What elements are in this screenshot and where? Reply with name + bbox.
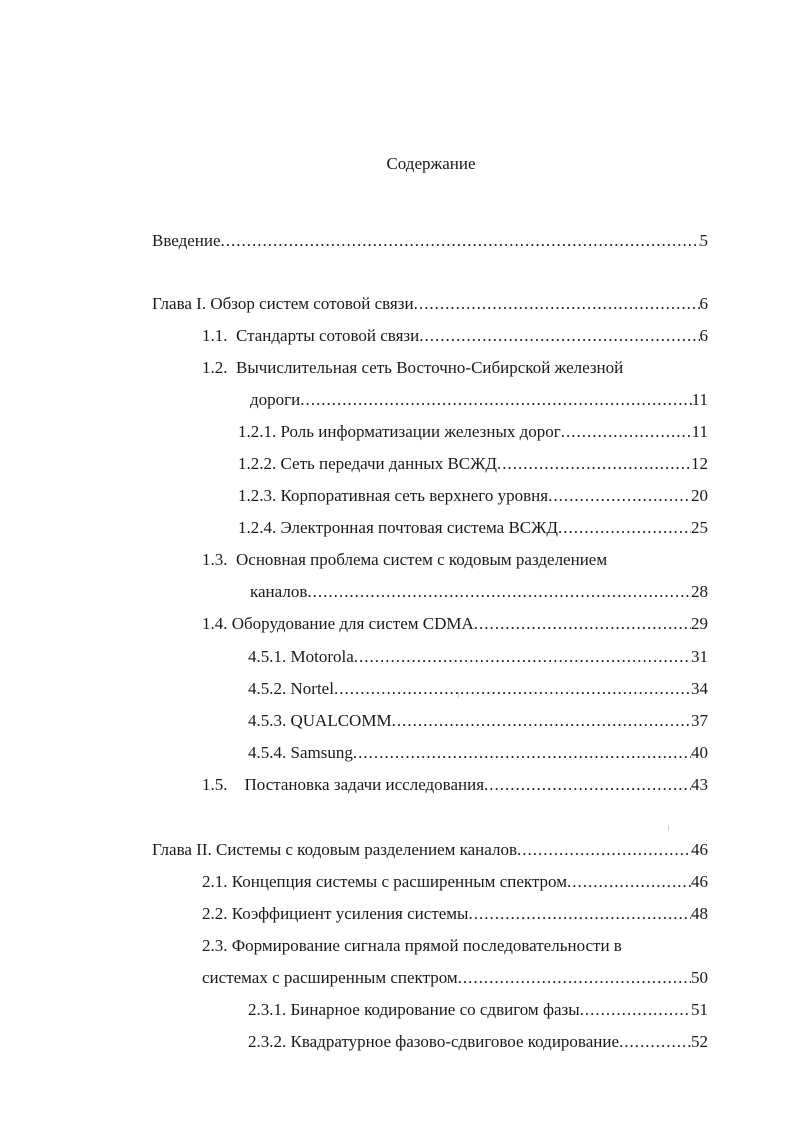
toc-entry-label: 4.5.3. QUALCOMM: [248, 711, 392, 730]
toc-page-number: 51: [691, 1000, 708, 1019]
toc-page-number: 11: [691, 422, 708, 441]
toc-leader: [354, 645, 691, 669]
toc-leader: [474, 612, 691, 636]
toc-entry-label: 1.5. Постановка задачи исследования: [202, 775, 485, 794]
toc-entry-2-1[interactable]: [202, 870, 708, 894]
toc-leader: [567, 870, 691, 894]
toc-entry-4-5-4[interactable]: [248, 741, 708, 765]
toc-leader: [619, 1030, 691, 1054]
toc-entry-chapter-2[interactable]: [152, 838, 708, 862]
toc-page-number: 29: [691, 614, 708, 633]
toc-entry-label: 4.5.1. Motorola: [248, 647, 354, 666]
toc-leader: [561, 420, 692, 444]
toc-entry-1-2-3[interactable]: [238, 484, 708, 508]
toc-page-number: 6: [699, 326, 708, 345]
toc-leader: [497, 452, 691, 476]
toc-entry-1-2-2[interactable]: [238, 452, 708, 476]
toc-page-number: 20: [691, 486, 708, 505]
toc-leader: [307, 580, 691, 604]
toc-leader: [392, 709, 691, 733]
toc-leader: [558, 516, 691, 540]
toc-entry-chapter-1[interactable]: [152, 292, 708, 316]
toc-entry-label: 4.5.2. Nortel: [248, 679, 334, 698]
toc-entry-label: Введение: [152, 231, 221, 250]
toc-entry-1-5[interactable]: [202, 773, 708, 797]
toc-entry-2-3[interactable]: [202, 966, 708, 990]
toc-entry-4-5-2[interactable]: [248, 677, 708, 701]
toc-entry-label: 1.1. Стандарты сотовой связи: [202, 326, 420, 345]
toc-leader: [221, 229, 700, 253]
toc-entry-1-3[interactable]: [250, 580, 708, 604]
toc-page-number: 50: [691, 968, 708, 987]
toc-leader: [419, 324, 699, 348]
toc-page-number: 43: [691, 775, 708, 794]
toc-entry-2-3-1[interactable]: [248, 998, 708, 1022]
toc-leader: [300, 388, 691, 412]
toc-leader: [334, 677, 691, 701]
toc-page-number: 25: [691, 518, 708, 537]
toc-leader: [353, 741, 691, 765]
toc-entry-2-2[interactable]: [202, 902, 708, 926]
toc-leader: [548, 484, 691, 508]
toc-leader: [517, 838, 691, 862]
toc-leader: [484, 773, 691, 797]
toc-page-number: 5: [699, 231, 708, 250]
toc-entry-label: 4.5.4. Samsung: [248, 743, 353, 762]
toc-entry-label: 2.3.1. Бинарное кодирование со сдвигом фазы: [248, 1000, 580, 1019]
toc-page-number: 34: [691, 679, 708, 698]
toc-entry-1-4[interactable]: [202, 612, 708, 636]
toc-entry-4-5-1[interactable]: [248, 645, 708, 669]
toc-entry-1-2-1[interactable]: [238, 420, 708, 444]
toc-page-number: 46: [691, 840, 708, 859]
toc-entry-label: дороги: [250, 390, 301, 409]
toc-page-number: 37: [691, 711, 708, 730]
toc-entry-intro[interactable]: [152, 229, 708, 253]
toc-leader: [468, 902, 691, 926]
toc-entry-label: каналов: [250, 582, 308, 601]
toc-leader: [414, 292, 700, 316]
toc-page-number: 40: [691, 743, 708, 762]
toc-leader: [580, 998, 691, 1022]
toc-entry-label: системах с расширенным спектром: [202, 968, 458, 987]
toc-page-number: 48: [691, 904, 708, 923]
toc-entry-2-3-line1[interactable]: 2.3. Формирование сигнала прямой последовательности в: [202, 936, 622, 955]
page-title: Содержание: [386, 154, 476, 173]
toc-entry-label: 1.2.4. Электронная почтовая система ВСЖД: [238, 518, 558, 537]
toc-entry-label: 2.3.2. Квадратурное фазово-сдвиговое кодирование: [248, 1032, 620, 1051]
toc-leader: [458, 966, 691, 990]
toc-entry-1-1[interactable]: [202, 324, 708, 348]
toc-entry-label: 1.2.3. Корпоративная сеть верхнего уровня: [238, 486, 549, 505]
toc-entry-label: 1.2.2. Сеть передачи данных ВСЖД: [238, 454, 497, 473]
toc-page-number: 12: [691, 454, 708, 473]
toc-entry-label: 1.2.1. Роль информатизации железных дорог: [238, 422, 561, 441]
toc-page-number: 6: [699, 294, 708, 313]
toc-entry-label: Глава I. Обзор систем сотовой связи: [152, 294, 414, 313]
toc-entry-1-2-4[interactable]: [238, 516, 708, 540]
toc-entry-1-2-line1[interactable]: 1.2. Вычислительная сеть Восточно-Сибирской железной: [202, 358, 624, 377]
toc-entry-label: 2.1. Концепция системы с расширенным спектром: [202, 872, 567, 891]
scan-speck: [458, 692, 459, 698]
toc-page-number: 46: [691, 872, 708, 891]
toc-entry-label: Глава II. Системы с кодовым разделением каналов: [152, 840, 517, 859]
toc-entry-1-2[interactable]: [250, 388, 708, 412]
scan-speck: [668, 825, 669, 831]
toc-entry-label: 1.4. Оборудование для систем CDMA: [202, 614, 474, 633]
toc-page-number: 52: [691, 1032, 708, 1051]
toc-page-number: 31: [691, 647, 708, 666]
toc-entry-1-3-line1[interactable]: 1.3. Основная проблема систем с кодовым разделением: [202, 550, 608, 569]
toc-page-number: 11: [691, 390, 708, 409]
toc-page-number: 28: [691, 582, 708, 601]
toc-entry-2-3-2[interactable]: [248, 1030, 708, 1054]
toc-entry-label: 2.2. Коэффициент усиления системы: [202, 904, 469, 923]
toc-entry-4-5-3[interactable]: [248, 709, 708, 733]
